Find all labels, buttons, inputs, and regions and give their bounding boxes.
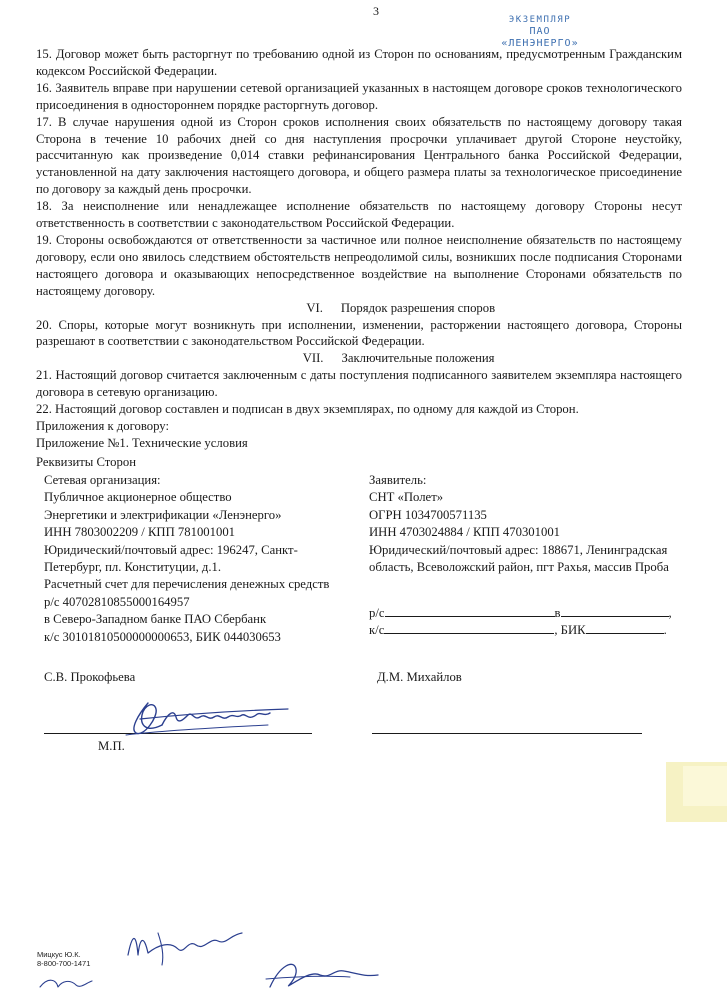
paragraph-19: 19. Стороны освобождаются от ответственности за частичное или полное неисполнение обязательств по настоящему договору, если оно явилось следствием обстоятельств непреодолимой силы, возникших после подписания Сторонами настоящего договора и оказывающих непосредственное воздействие на выполнение Сторонами обязательств по настоящему договору. bbox=[36, 232, 682, 298]
account-blank bbox=[385, 604, 555, 617]
appendix-1: Приложение №1. Технические условия bbox=[36, 435, 248, 450]
requisites-title: Реквизиты Сторон bbox=[36, 455, 137, 469]
copy-stamp bbox=[490, 14, 590, 50]
bik-blank bbox=[586, 621, 664, 634]
network-org-label: Сетевая организация: bbox=[44, 473, 161, 487]
stamp-line-1: ЭКЗЕМПЛЯР bbox=[508, 15, 572, 25]
paragraph-15: 15. Договор может быть расторгнут по требованию одной из Сторон по основаниям, предусмотренным Гражданским кодексом Российской Федерации. bbox=[36, 47, 682, 78]
handwritten-initials-1 bbox=[118, 925, 268, 970]
account-in-label: в bbox=[554, 606, 561, 620]
network-org-line: к/с 30101810500000000653, БИК 044030653 bbox=[44, 629, 281, 644]
network-org-line: в Северо-Западном банке ПАО Сбербанк bbox=[44, 612, 267, 627]
footer-name: Мицкус Ю.К. bbox=[37, 950, 81, 959]
applicant-line: ОГРН 1034700571135 bbox=[369, 507, 487, 522]
applicant-label: Заявитель: bbox=[369, 473, 427, 487]
applicant-line: Юридический/почтовый адрес: 188671, Ленинградская область, Всеволожский район, пгт Рахья, массив Проба bbox=[369, 542, 669, 575]
network-org-line: Энергетики и электрификации «Ленэнерго» bbox=[44, 507, 282, 522]
section-title-6: Порядок разрешения споров bbox=[340, 300, 496, 315]
section-heading-6 bbox=[36, 300, 682, 317]
applicant-requisites bbox=[369, 472, 689, 576]
paragraph-16: 16. Заявитель вправе при нарушении сетевой организацией указанных в настоящем договоре сроков технологического присоединения в одностороннем порядке расторгнуть договор. bbox=[36, 80, 682, 112]
handwritten-initials-3 bbox=[36, 973, 96, 995]
appendices-label: Приложения к договору: bbox=[36, 418, 169, 433]
sticky-note-fold bbox=[683, 766, 727, 806]
signature-prokofieva bbox=[118, 695, 308, 745]
account-prefix: р/с bbox=[369, 606, 385, 620]
paragraph-18: 18. За неисполнение или ненадлежащее исполнение обязательств по настоящему договору Стороны несут ответственность в соответствии с законодательством Российской Федерации. bbox=[36, 199, 682, 231]
network-org-line: Расчетный счет для перечисления денежных средств bbox=[44, 577, 330, 592]
paragraph-20: 20. Споры, которые могут возникнуть при исполнении, изменении, расторжении настоящего договора, Стороны разрешают в соответствии с законодательством Российской Федерации. bbox=[36, 317, 682, 349]
network-org-line: Публичное акционерное общество bbox=[44, 490, 232, 505]
correspondent-prefix: к/с bbox=[369, 623, 385, 637]
applicant-account-line: р/с в , bbox=[369, 606, 672, 620]
bik-label: , БИК bbox=[554, 623, 586, 637]
paragraph-17: 17. В случае нарушения одной из Сторон сроков исполнения своих обязательств по настоящему договору такая Сторона в течение 10 рабочих дней со дня наступления просрочки уплачивает другой Стороне неустойку, рассчитанную как произведение 0,014 ставки рефинансирования Центрального банка Российской Федерации, установленной на дату заключения настоящего договора, и общего размера платы за технологическое присоединение по договору за каждый день просрочки. bbox=[36, 114, 682, 197]
seal-label: М.П. bbox=[98, 739, 125, 753]
footer-note bbox=[37, 950, 90, 968]
network-org-line: р/с 40702810855000164957 bbox=[44, 594, 190, 609]
footer-phone: 8-800-700-1471 bbox=[37, 959, 91, 968]
section-number-7: VII. bbox=[302, 351, 324, 366]
signature-line-right bbox=[372, 733, 642, 734]
applicant-line: СНТ «Полет» bbox=[369, 490, 444, 505]
network-org-line: Юридический/почтовый адрес: 196247, Санкт-Петербург, пл. Конституции, д.1. bbox=[44, 542, 298, 575]
section-number-6: VI. bbox=[306, 300, 323, 315]
handwritten-initials-2 bbox=[260, 955, 390, 995]
network-org-requisites bbox=[44, 472, 344, 646]
page-number: 3 bbox=[373, 4, 379, 18]
bank-blank bbox=[561, 604, 669, 617]
signer-right: Д.М. Михайлов bbox=[377, 670, 462, 684]
network-org-line: ИНН 7803002209 / КПП 781001001 bbox=[44, 525, 236, 540]
paragraph-21: 21. Настоящий договор считается заключенным с даты поступления подписанного заявителем экземпляра настоящего договора в сетевую организацию. bbox=[36, 368, 682, 400]
contract-body bbox=[36, 46, 682, 452]
correspondent-blank bbox=[384, 621, 554, 634]
section-title-7: Заключительные положения bbox=[341, 351, 495, 366]
paragraph-22: 22. Настоящий договор составлен и подписан в двух экземплярах, по одному для каждой из Сторон. bbox=[36, 402, 579, 417]
applicant-correspondent-line: к/с , БИК . bbox=[369, 623, 667, 637]
section-heading-7 bbox=[36, 350, 682, 367]
signer-left: С.В. Прокофьева bbox=[44, 670, 136, 684]
applicant-line: ИНН 4703024884 / КПП 470301001 bbox=[369, 525, 561, 540]
stamp-line-2: ПАО «ЛЕНЭНЕРГО» bbox=[501, 26, 579, 49]
